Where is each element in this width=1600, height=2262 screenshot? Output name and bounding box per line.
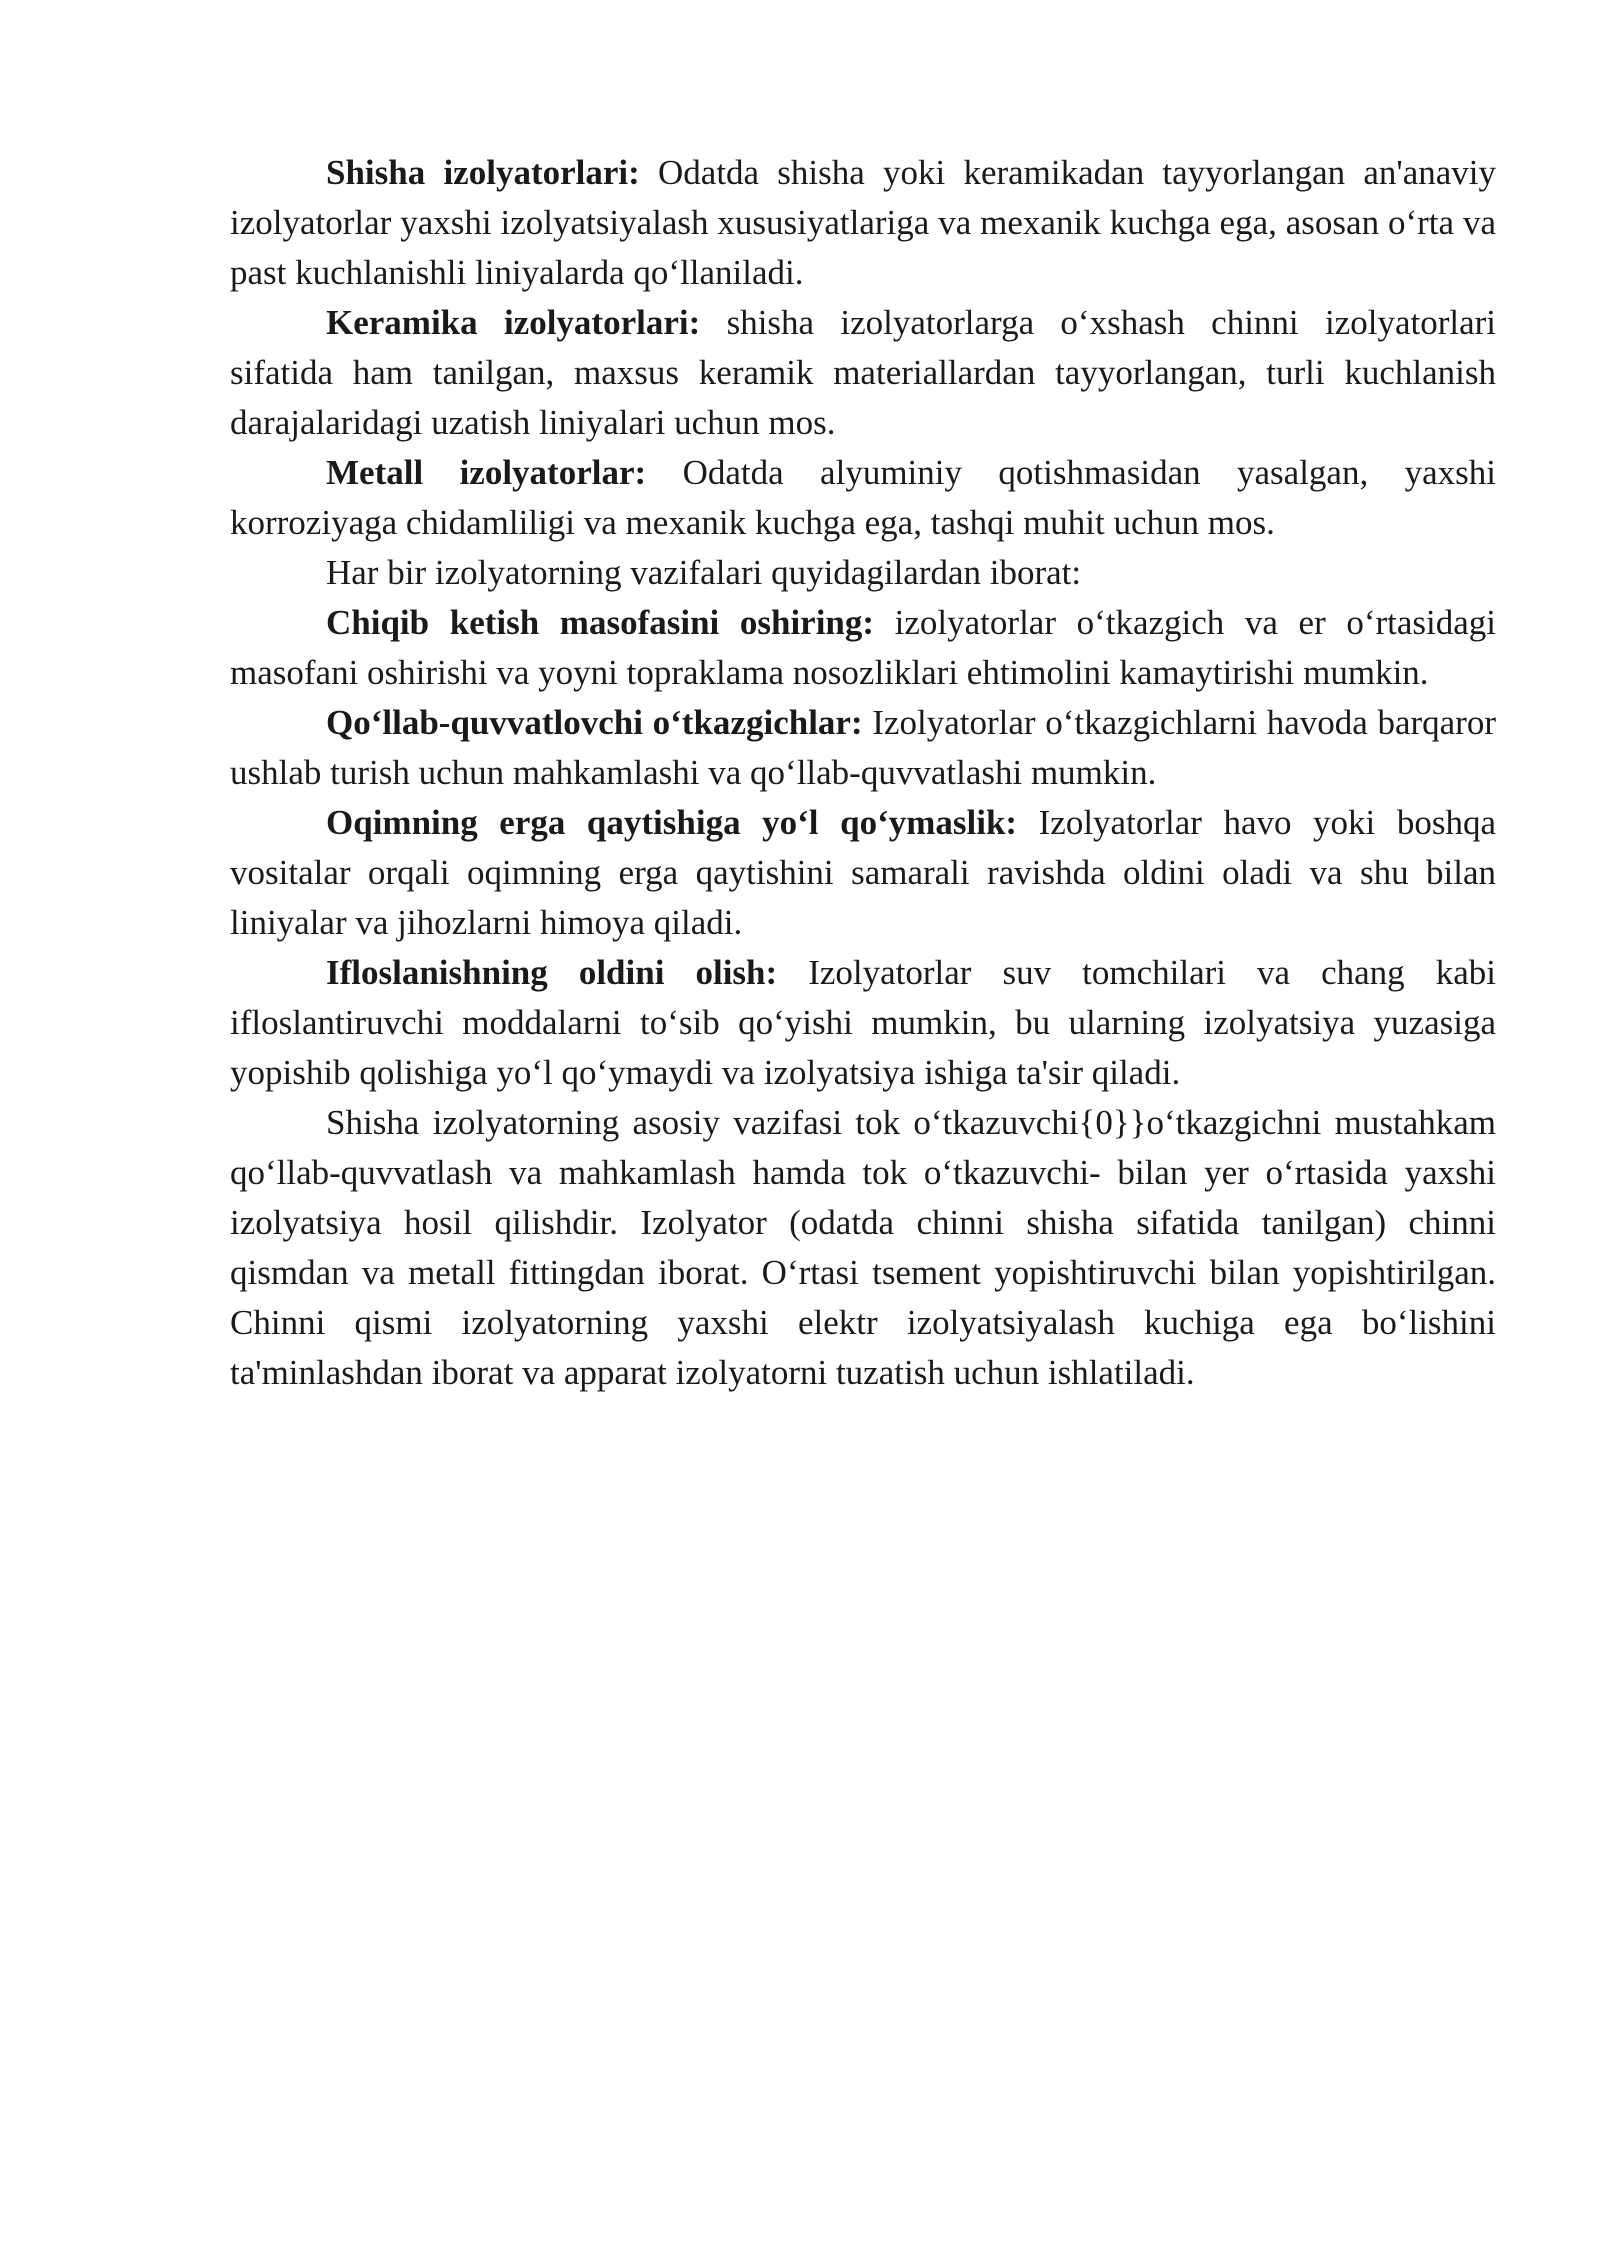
document-page xyxy=(230,148,1496,1398)
paragraph-prevent-pollution xyxy=(230,948,1496,1098)
paragraph-text: Izolyatorlar suv tomchilari va chang kabi ifloslantiruvchi moddalarni to‘sib qo‘yishi mumkin, bu ularning izolyatsiya yuzasiga yopishib qolishiga yo‘l qo‘ymaydi va izolyatsiya ishiga ta'sir qiladi. xyxy=(230,953,1496,1092)
paragraph-supporting-conductors xyxy=(230,698,1496,798)
paragraph-text: Odatda alyuminiy qotishmasidan yasalgan, yaxshi korroziyaga chidamliligi va mexanik kuchga ega, tashqi muhit uchun mos. xyxy=(230,453,1496,542)
paragraph-term: Oqimning erga qaytishiga yo‘l qo‘ymaslik: xyxy=(326,803,1018,842)
paragraph-term: Chiqib ketish masofasini oshiring: xyxy=(326,603,875,642)
paragraph-text: Har bir izolyatorning vazifalari quyidagilardan iborat: xyxy=(326,553,1082,592)
paragraph-creepage-distance xyxy=(230,598,1496,698)
paragraph-text: Shisha izolyatorning asosiy vazifasi tok o‘tkazuvchi{0}}o‘tkazgichni mustahkam qo‘llab-quvvatlash va mahkamlash hamda tok o‘tkazuvchi- bilan yer o‘rtasida yaxshi izolyatsiya hosil qilishdir. Izolyator (odatda chinni shisha sifatida tanilgan) chinni qismdan va metall fittingdan iborat. O‘rtasi tsement yopishtiruvchi bilan yopishtirilgan. Chinni qismi izolyatorning yaxshi elektr izolyatsiyalash kuchiga ega bo‘lishini ta'minlashdan iborat va apparat izolyatorni tuzatish uchun ishlatiladi. xyxy=(230,1103,1496,1392)
paragraph-metal-insulators xyxy=(230,448,1496,548)
paragraph-text: izolyatorlar o‘tkazgich va er o‘rtasidagi masofani oshirishi va yoyni topraklama nosozliklari ehtimolini kamaytirishi mumkin. xyxy=(230,603,1496,692)
paragraph-text: Odatda shisha yoki keramikadan tayyorlangan an'anaviy izolyatorlar yaxshi izolyatsiyalash xususiyatlariga va mexanik kuchga ega, asosan o‘rta va past kuchlanishli liniyalarda qo‘llaniladi. xyxy=(230,153,1496,292)
paragraph-text: Izolyatorlar o‘tkazgichlarni havoda barqaror ushlab turish uchun mahkamlashi va qo‘llab-quvvatlashi mumkin. xyxy=(230,703,1496,792)
paragraph-term: Shisha izolyatorlari: xyxy=(326,153,640,192)
paragraph-term: Ifloslanishning oldini olish: xyxy=(326,953,778,992)
paragraph-term: Metall izolyatorlar: xyxy=(326,453,647,492)
paragraph-text: shisha izolyatorlarga o‘xshash chinni izolyatorlari sifatida ham tanilgan, maxsus keramik materiallardan tayyorlangan, turli kuchlanish darajalaridagi uzatish liniyalari uchun mos. xyxy=(230,303,1496,442)
paragraph-glass-insulators xyxy=(230,148,1496,298)
paragraph-term: Keramika izolyatorlari: xyxy=(326,303,701,342)
paragraph-functions-intro xyxy=(230,548,1496,598)
paragraph-prevent-ground-current xyxy=(230,798,1496,948)
paragraph-text: Izolyatorlar havo yoki boshqa vositalar orqali oqimning erga qaytishini samarali ravishda oldini oladi va shu bilan liniyalar va jihozlarni himoya qiladi. xyxy=(230,803,1497,942)
paragraph-term: Qo‘llab-quvvatlovchi o‘tkazgichlar: xyxy=(326,703,863,742)
paragraph-glass-insulator-function xyxy=(230,1098,1496,1398)
paragraph-ceramic-insulators xyxy=(230,298,1496,448)
